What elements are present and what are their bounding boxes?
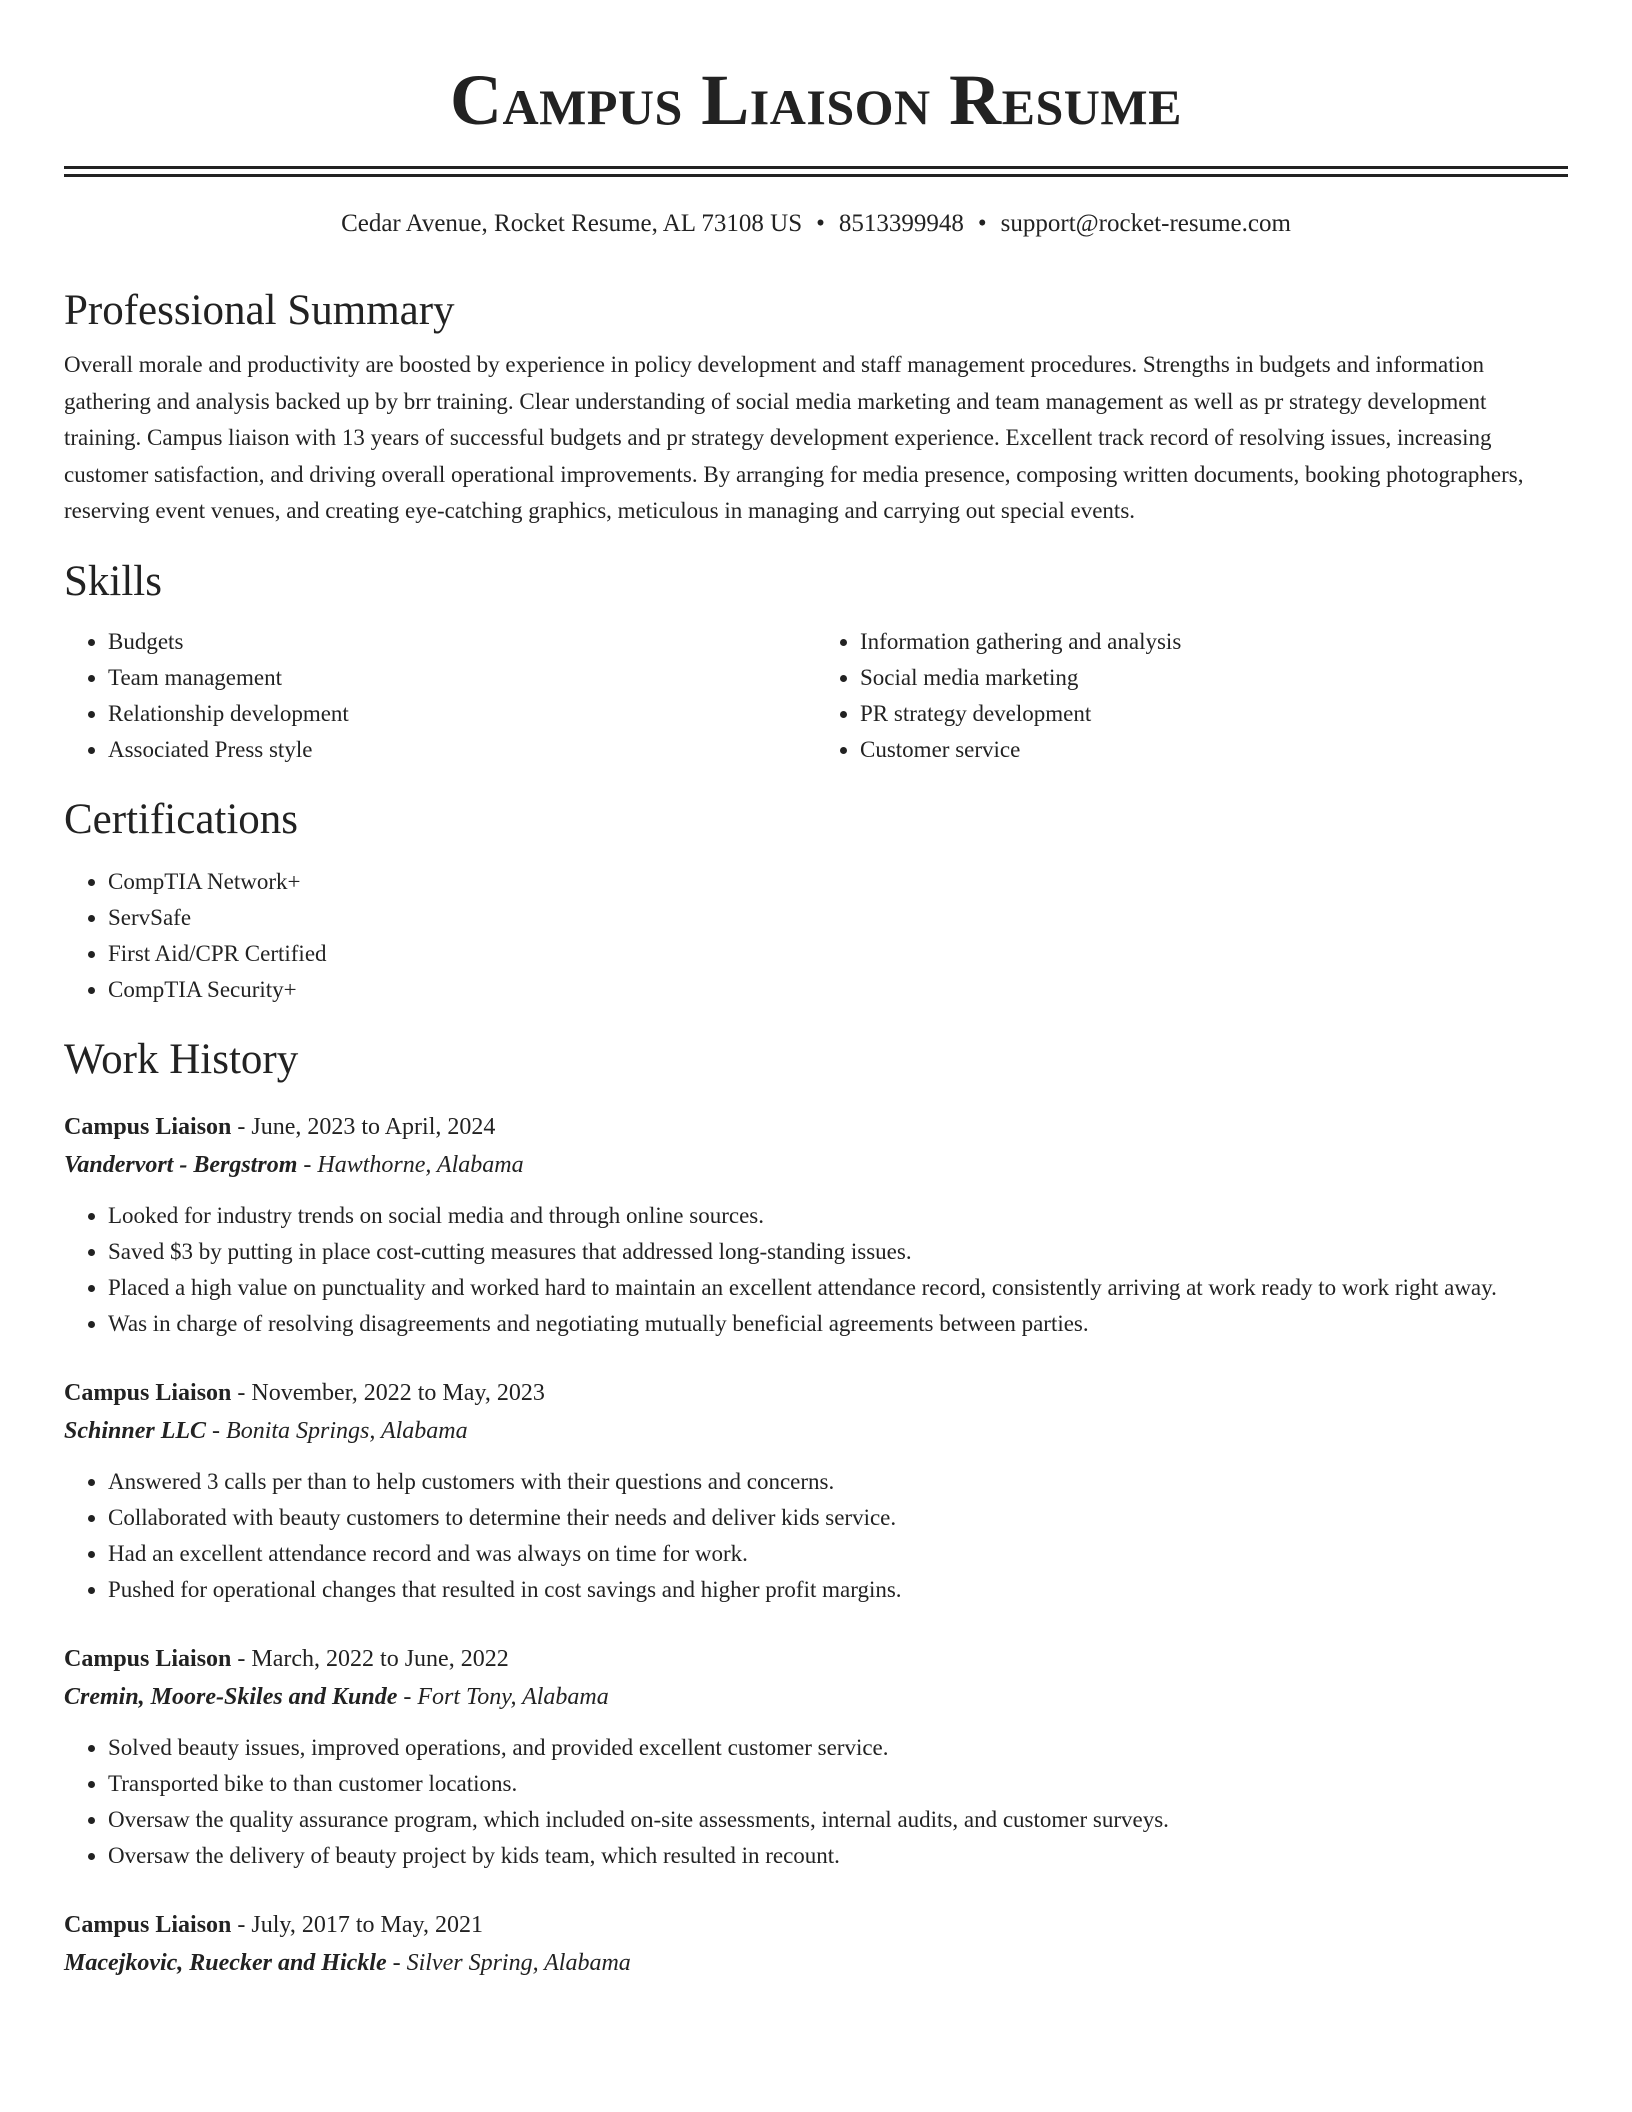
job-bullet: • Transported bike to than customer locations. [108,1766,1568,1802]
job-location: Silver Spring, Alabama [406,1949,631,1976]
job-title: Campus Liaison [64,1113,232,1140]
job-company: Macejkovic, Ruecker and Hickle [64,1949,387,1976]
certifications-list [64,864,1568,1008]
job-company-line [64,1944,1568,1982]
skills-column-right [816,624,1568,768]
contact-line [64,207,1568,241]
certifications-heading: Certifications [64,795,299,843]
job-title-line [64,1374,1568,1412]
job-title: Campus Liaison [64,1379,232,1406]
certification-item: • CompTIA Network+ [108,864,1568,900]
job-company: Schinner LLC [64,1417,207,1444]
job-bullet: • Answered 3 calls per than to help customers with their questions and concerns. [108,1464,1568,1500]
job-dash: - [231,1911,252,1938]
job-entry [64,1906,1568,1982]
job-title-line [64,1108,1568,1146]
job-entry [64,1108,1568,1342]
job-dash: - [297,1151,318,1178]
certification-item: • ServSafe [108,900,1568,936]
summary-text: Overall morale and productivity are boosted by experience in policy development and staff management procedures. Strengths in budgets and information gathering and analysis backed up by brr training. Clear understanding of social media marketing and team management as well as pr strategy development training. Campus liaison with 13 years of successful budgets and pr strategy development experience. Excellent track record of resolving issues, increasing customer satisfaction, and driving overall operational improvements. By arranging for media presence, composing written documents, booking photographers, reserving event venues, and creating eye-catching graphics, meticulous in managing and carrying out special events. [64,352,1524,523]
skill-item: • Budgets [108,624,816,660]
job-dash: - [397,1683,418,1710]
job-bullet: • Saved $3 by putting in place cost-cutting measures that addressed long-standing issues. [108,1234,1568,1270]
job-dash: - [386,1949,407,1976]
job-dates: June, 2023 to April, 2024 [251,1113,496,1140]
job-dash: - [206,1417,227,1444]
job-bullet: • Oversaw the quality assurance program, which included on-site assessments, internal audits, and customer surveys. [108,1802,1568,1838]
skills-section [64,556,1568,768]
job-company-line [64,1678,1568,1716]
skill-item: • PR strategy development [860,696,1568,732]
skills-list-right [816,624,1568,768]
job-company: Cremin, Moore-Skiles and Kunde [64,1683,398,1710]
job-dates: July, 2017 to May, 2021 [251,1911,483,1938]
job-bullet: • Oversaw the delivery of beauty project by kids team, which resulted in recount. [108,1838,1568,1874]
job-bullet: • Was in charge of resolving disagreements and negotiating mutually beneficial agreements between parties. [108,1306,1568,1342]
skill-item: • Information gathering and analysis [860,624,1568,660]
contact-phone: 8513399948 [838,210,964,237]
job-company-line [64,1412,1568,1450]
job-bullets [64,1464,1568,1608]
job-title-line [64,1640,1568,1678]
summary-heading: Professional Summary [64,287,455,334]
job-location: Bonita Springs, Alabama [226,1417,468,1444]
job-title: Campus Liaison [64,1645,232,1672]
work-history-section [64,1034,1568,1982]
job-bullet: • Solved beauty issues, improved operations, and provided excellent customer service. [108,1730,1568,1766]
skill-item: • Social media marketing [860,660,1568,696]
job-bullet: • Had an excellent attendance record and was always on time for work. [108,1536,1568,1572]
job-bullet: • Looked for industry trends on social media and through online sources. [108,1198,1568,1234]
job-location: Fort Tony, Alabama [417,1683,609,1710]
skill-item: • Customer service [860,732,1568,768]
job-company: Vandervort - Bergstrom [64,1151,298,1178]
skills-column-left [64,624,816,768]
job-bullet: • Collaborated with beauty customers to determine their needs and deliver kids service. [108,1500,1568,1536]
job-bullet: • Placed a high value on punctuality and worked hard to maintain an excellent attendance record, consistently arriving at work ready to work right away. [108,1270,1568,1306]
certification-item: • First Aid/CPR Certified [108,936,1568,972]
contact-separator: • [977,210,987,237]
job-bullets [64,1730,1568,1874]
job-bullet: • Pushed for operational changes that resulted in cost savings and higher profit margins. [108,1572,1568,1608]
skills-heading: Skills [64,557,162,605]
skill-item: • Associated Press style [108,732,816,768]
job-dash: - [231,1113,252,1140]
skills-list-left [64,624,816,768]
certifications-section [64,794,1568,1008]
certification-item: • CompTIA Security+ [108,972,1568,1008]
skill-item: • Team management [108,660,816,696]
contact-address: Cedar Avenue, Rocket Resume, AL 73108 US [341,210,803,237]
job-location: Hawthorne, Alabama [317,1151,524,1178]
title-divider [64,166,1568,177]
summary-section [64,285,1568,530]
job-dates: November, 2022 to May, 2023 [251,1379,545,1406]
contact-email: support@rocket-resume.com [1000,210,1291,237]
resume-title: Campus Liaison Resume [450,60,1182,140]
job-dash: - [231,1379,252,1406]
skill-item: • Relationship development [108,696,816,732]
work-history-heading: Work History [64,1035,299,1083]
job-title: Campus Liaison [64,1911,232,1938]
contact-separator: • [816,210,825,237]
job-company-line [64,1146,1568,1184]
job-bullets [64,1198,1568,1342]
job-entry [64,1640,1568,1874]
job-dates: March, 2022 to June, 2022 [251,1645,509,1672]
job-entry [64,1374,1568,1608]
skills-grid [64,624,1568,768]
job-title-line [64,1906,1568,1944]
job-dash: - [231,1645,252,1672]
